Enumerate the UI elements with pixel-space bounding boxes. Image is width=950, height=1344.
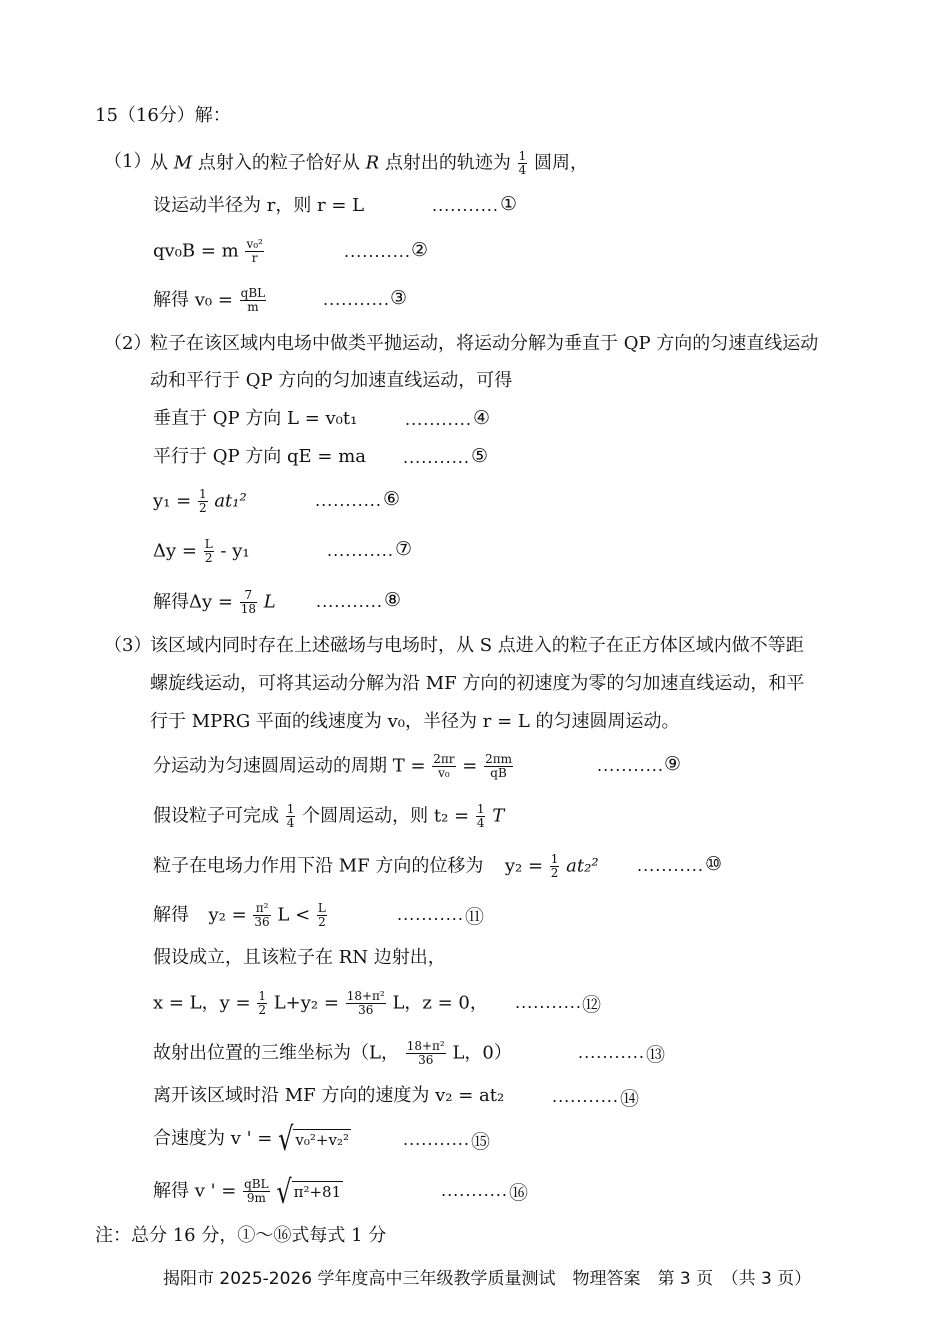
eq-mark-3: ③ <box>390 287 408 309</box>
dots: ........... <box>515 993 582 1012</box>
text: 解得 v ' = <box>153 1180 237 1202</box>
text: L，z = 0， <box>392 992 488 1014</box>
dots: ........... <box>552 1087 619 1106</box>
radicand: v₀²+v₂² <box>295 1130 349 1149</box>
num: L <box>204 537 213 551</box>
dots: ........... <box>403 448 470 467</box>
text: 个圆周运动，则 t₂ = <box>302 805 470 827</box>
den: 36 <box>418 1053 434 1067</box>
eq-mark-14: ⑭ <box>620 1088 640 1110</box>
num: 2πr <box>433 752 455 766</box>
dots: ........... <box>441 1181 508 1200</box>
text: 解得 <box>153 904 189 926</box>
part2-line4: 平行于 QP 方向 qE = ma <box>153 446 367 467</box>
text: - y₁ <box>220 540 250 562</box>
text: 圆周， <box>534 152 589 174</box>
num: qBL <box>240 286 266 300</box>
den: qB <box>490 766 507 780</box>
text: at₂² <box>566 855 599 877</box>
text: 点射入的粒子恰好从 <box>197 152 360 174</box>
part1-line4 <box>153 287 267 314</box>
num: v₀² <box>246 237 263 251</box>
part2-line5 <box>153 488 247 515</box>
eq-mark-9: ⑨ <box>664 753 682 775</box>
fraction <box>476 803 486 830</box>
fraction <box>198 488 208 515</box>
part2-label: （2） <box>104 333 152 354</box>
part3-line13 <box>153 1172 343 1211</box>
eq-mark-6: ⑥ <box>383 488 401 510</box>
text: 粒子在电场力作用下沿 MF 方向的位移为 <box>153 855 484 877</box>
den: 36 <box>358 1003 374 1017</box>
eq-mark-12: ⑫ <box>582 994 602 1016</box>
text: 分运动为匀速圆周运动的周期 T = <box>153 755 426 777</box>
dots: ........... <box>578 1043 645 1062</box>
text: x = L，y = <box>153 992 251 1014</box>
part3-line9 <box>153 990 488 1017</box>
eq-mark-10: ⑩ <box>705 853 723 875</box>
text: 假设粒子可完成 <box>153 805 279 827</box>
part3-line12 <box>153 1120 351 1158</box>
num: 1 <box>550 852 559 866</box>
eq-mark-13: ⑬ <box>646 1044 666 1066</box>
dots: ........... <box>327 541 394 560</box>
fraction <box>550 853 560 880</box>
text: Δy = <box>153 540 197 562</box>
radicand: π²+81 <box>293 1183 342 1201</box>
text: = <box>462 755 478 777</box>
fraction <box>240 287 266 314</box>
part1-line2: 设运动半径为 r，则 r = L <box>153 195 365 216</box>
text: L+y₂ = <box>273 992 339 1014</box>
fraction <box>240 589 257 616</box>
fraction <box>346 990 386 1017</box>
num: 1 <box>258 989 266 1003</box>
fraction <box>518 150 528 177</box>
eq-mark-7: ⑦ <box>395 538 413 560</box>
part3-line3: 行于 MPRG 平面的线速度为 v₀，半径为 r = L 的匀速圆周运动。 <box>150 711 680 732</box>
fraction <box>245 238 263 265</box>
part3-line2: 螺旋线运动，可将其运动分解为沿 MF 方向的初速度为零的匀加速直线运动，和平 <box>150 673 805 694</box>
den: 2 <box>258 1003 266 1017</box>
den: 2 <box>204 551 213 565</box>
num: 18+π² <box>406 1039 445 1053</box>
eq-mark-15: ⑮ <box>471 1131 491 1153</box>
den: 2 <box>198 501 207 515</box>
part2-line1: 粒子在该区域内电场中做类平抛运动，将运动分解为垂直于 QP 方向的匀速直线运动 <box>150 333 819 354</box>
point-r: R <box>365 152 380 174</box>
fraction <box>243 1178 269 1205</box>
fraction <box>286 803 296 830</box>
dots: ........... <box>315 491 382 510</box>
part1-line3 <box>153 238 265 265</box>
den: 4 <box>518 163 527 177</box>
eq-mark-16: ⑯ <box>509 1182 529 1204</box>
text: 从 <box>150 152 168 174</box>
part3-line6 <box>153 853 599 880</box>
dots: ........... <box>316 592 383 611</box>
part1-line1 <box>150 150 588 177</box>
fraction <box>253 902 270 929</box>
fraction <box>406 1040 446 1067</box>
part3-line5 <box>153 803 504 830</box>
part3-line11: 离开该区域时沿 MF 方向的速度为 v₂ = at₂ <box>153 1085 505 1106</box>
num: 1 <box>286 802 295 816</box>
num: π² <box>253 902 270 916</box>
den: m <box>247 300 259 314</box>
den: 36 <box>254 915 270 929</box>
dots: ........... <box>403 1130 470 1149</box>
part2-line2: 动和平行于 QP 方向的匀加速直线运动，可得 <box>150 370 513 391</box>
fraction <box>204 538 214 565</box>
dots: ........... <box>405 410 472 429</box>
part2-line7 <box>153 589 276 616</box>
text: T <box>492 805 505 827</box>
fraction <box>484 753 513 780</box>
num: 1 <box>518 149 527 163</box>
fraction <box>432 753 455 780</box>
part3-line8: 假设成立，且该粒子在 RN 边射出， <box>153 947 446 968</box>
text: y₂ = <box>504 855 544 877</box>
point-m: M <box>173 152 193 174</box>
part2-line3: 垂直于 QP 方向 L = v₀t₁ <box>153 408 358 429</box>
scoring-note: 注：总分 16 分，①～⑯式每式 1 分 <box>95 1225 387 1246</box>
den: 4 <box>286 816 295 830</box>
part3-line4 <box>153 753 514 780</box>
eq-mark-2: ② <box>411 239 429 261</box>
text: 解得 v₀ = <box>153 289 233 311</box>
page-footer: 揭阳市 2025-2026 学年度高中三年级教学质量测试 物理答案 第 3 页 （共 3 页） <box>163 1269 812 1289</box>
dots: ........... <box>597 756 664 775</box>
fraction <box>317 902 327 929</box>
num: L <box>317 901 326 915</box>
text: qv₀B = m <box>153 240 239 262</box>
text: y₂ = <box>208 904 247 926</box>
den: 9m <box>246 1191 266 1205</box>
part1-label: （1） <box>104 151 152 172</box>
num: qBL <box>244 1177 269 1191</box>
eq-mark-11: ⑪ <box>465 906 485 928</box>
part3-label: （3） <box>104 635 152 656</box>
fraction <box>257 990 267 1017</box>
part3-line1: 该区域内同时存在上述磁场与电场时，从 S 点进入的粒子在正方体区域内做不等距 <box>150 635 804 656</box>
den: 2 <box>318 915 326 929</box>
part3-line7 <box>153 902 328 929</box>
text: L <box>263 591 276 613</box>
den: 2 <box>550 866 559 880</box>
eq-mark-4: ④ <box>473 407 491 429</box>
eq-mark-1: ① <box>500 193 518 215</box>
den: r <box>251 251 258 265</box>
text: 故射出位置的三维坐标为（L， <box>153 1042 399 1064</box>
text: at₁² <box>214 490 247 512</box>
num: 18+π² <box>346 989 385 1003</box>
eq-mark-8: ⑧ <box>384 589 402 611</box>
dots: ........... <box>432 196 499 215</box>
text: 合速度为 v ' = <box>153 1128 273 1149</box>
text: 点射出的轨迹为 <box>384 152 511 174</box>
num: 2πm <box>485 752 512 766</box>
radical-sign: √ <box>276 1172 292 1211</box>
text: L < <box>277 904 311 926</box>
text: y₁ = <box>153 490 192 512</box>
radical-sign: √ <box>278 1120 294 1158</box>
den: 18 <box>240 602 256 616</box>
num: 1 <box>476 802 485 816</box>
text: 解得Δy = <box>153 591 233 613</box>
num: 7 <box>240 589 257 603</box>
part2-line6 <box>153 538 250 565</box>
part3-line10 <box>153 1040 512 1067</box>
dots: ........... <box>323 290 390 309</box>
dots: ........... <box>637 856 704 875</box>
eq-mark-5: ⑤ <box>471 445 489 467</box>
dots: ........... <box>397 905 464 924</box>
num: 1 <box>198 487 207 501</box>
den: 4 <box>476 816 485 830</box>
den: v₀ <box>438 766 450 780</box>
question-header: 15（16分）解： <box>95 105 231 126</box>
dots: ........... <box>344 242 411 261</box>
text: L，0） <box>452 1042 512 1064</box>
